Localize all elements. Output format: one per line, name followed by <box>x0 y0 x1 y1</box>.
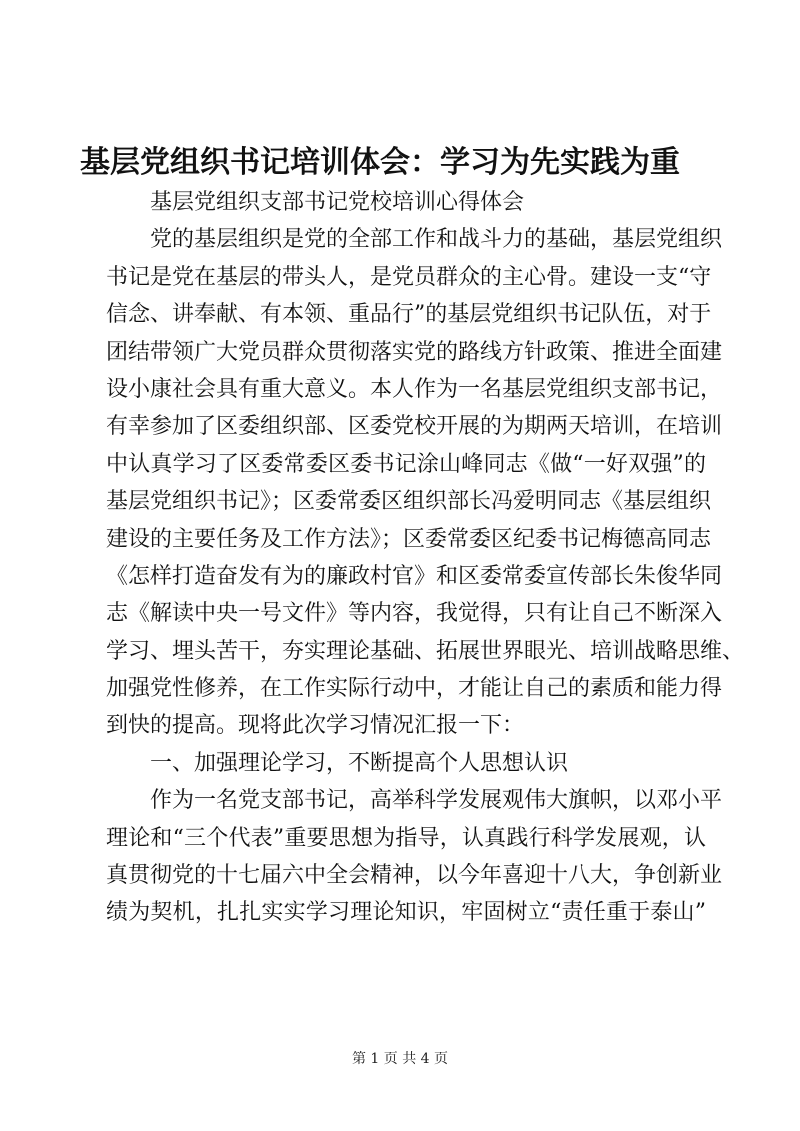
text-line: 中认真学习了区委常委区委书记涂山峰同志《做“一好双强”的 <box>106 451 706 477</box>
text-line: 理论和“三个代表”重要思想为指导，认真践行科学发展观，认 <box>106 825 706 851</box>
text-line: 《怎样打造奋发有为的廉政村官》和区委常委宣传部长朱俊华同 <box>106 563 723 589</box>
text-line: 绩为契机，扎扎实实学习理论知识，牢固树立“责任重于泰山” <box>106 900 706 926</box>
text-line: 基层党组织支部书记党校培训心得体会 <box>150 190 525 215</box>
text-line: 一、加强理论学习，不断提高个人思想认识 <box>150 750 569 776</box>
document-title: 基层党组织书记培训体会：学习为先实践为重 <box>80 145 680 180</box>
document-body <box>106 184 745 932</box>
text-line: 加强党性修养，在工作实际行动中，才能让自己的素质和能力得 <box>106 676 723 702</box>
text-line: 学习、埋头苦干，夯实理论基础、拓展世界眼光、培训战略思维、 <box>106 638 745 664</box>
text-line: 志《解读中央一号文件》等内容，我觉得，只有让自己不断深入 <box>106 601 723 627</box>
text-line: 党的基层组织是党的全部工作和战斗力的基础，基层党组织 <box>150 227 723 253</box>
text-line: 信念、讲奉献、有本领、重品行”的基层党组织书记队伍，对于 <box>106 302 712 328</box>
text-line: 建设的主要任务及工作方法》；区委常委区纪委书记梅德高同志 <box>106 526 712 552</box>
text-line: 真贯彻党的十七届六中全会精神，以今年喜迎十八大，争创新业 <box>106 863 723 889</box>
page-footer <box>0 1049 800 1069</box>
text-line: 书记是党在基层的带头人，是党员群众的主心骨。建设一支“守 <box>106 264 712 290</box>
text-line: 到快的提高。现将此次学习情况汇报一下： <box>106 713 525 739</box>
page-number-label: 第 1 页 共 4 页 <box>351 1051 449 1067</box>
text-line: 有幸参加了区委组织部、区委党校开展的为期两天培训，在培训 <box>106 414 723 440</box>
text-line: 团结带领广大党员群众贯彻落实党的路线方针政策、推进全面建 <box>106 339 723 365</box>
text-line: 基层党组织书记》；区委常委区组织部长冯爱明同志《基层组织 <box>106 489 712 515</box>
text-line: 设小康社会具有重大意义。本人作为一名基层党组织支部书记， <box>106 376 723 402</box>
text-line: 作为一名党支部书记，高举科学发展观伟大旗帜，以邓小平 <box>150 788 723 814</box>
